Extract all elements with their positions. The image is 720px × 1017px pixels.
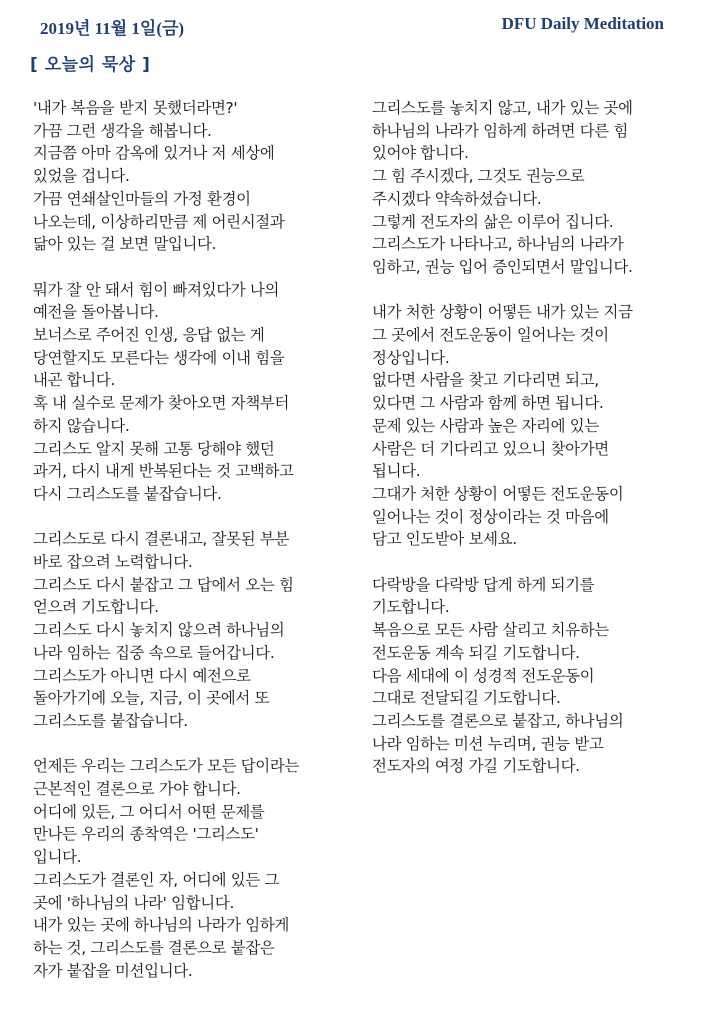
paragraph	[372, 301, 687, 551]
text-line: 그리스도가 결론인 자, 어디에 있든 그	[33, 870, 280, 889]
text-line: 그대로 전달되길 기도합니다.	[372, 689, 561, 708]
section-title: [ 오늘의 묵상 ]	[30, 55, 151, 75]
text-line: 있다면 그 사람과 함께 하면 됩니다.	[372, 394, 604, 413]
text-line: 보너스로 주어진 인생, 응답 없는 게	[33, 326, 265, 345]
text-line: 정상입니다.	[372, 348, 450, 367]
text-line: 곳에 '하나님의 나라' 임합니다.	[33, 893, 235, 912]
text-line: 닮아 있는 걸 보면 말입니다.	[33, 235, 217, 254]
text-line: 그 곳에서 전도운동이 일어나는 것이	[372, 326, 609, 345]
text-line: 나라 임하는 미션 누리며, 권능 받고	[372, 734, 604, 753]
text-line: 주시겠다 약속하셨습니다.	[372, 189, 542, 208]
paragraph	[372, 97, 687, 279]
text-line: 하는 것, 그리스도를 결론으로 붙잡은	[33, 938, 275, 957]
text-line: 있어야 합니다.	[372, 144, 469, 163]
text-line: 그대가 처한 상황이 어떻든 전도운동이	[372, 484, 624, 503]
text-line: 하지 않습니다.	[33, 416, 130, 435]
text-line: 다음 세대에 이 성경적 전도운동이	[372, 666, 595, 685]
text-line: 만나든 우리의 종착역은 '그리스도'	[33, 825, 259, 844]
text-line: 그리스도 다시 붙잡고 그 답에서 오는 힘	[33, 575, 294, 594]
text-line: 내가 있는 곳에 하나님의 나라가 임하게	[33, 916, 290, 935]
text-line: 전도자의 여정 가길 기도합니다.	[372, 757, 580, 776]
paragraph	[372, 574, 687, 778]
text-line: 돌아가기에 오늘, 지금, 이 곳에서 또	[33, 689, 270, 708]
text-line: 임하고, 권능 입어 증인되면서 말입니다.	[372, 257, 633, 276]
text-line: 바로 잡으려 노력합니다.	[33, 553, 193, 572]
text-line: 지금쯤 아마 감옥에 있거나 저 세상에	[33, 144, 275, 163]
text-line: 있었을 겁니다.	[33, 167, 130, 186]
text-line: 당연할지도 모른다는 생각에 이내 힘을	[33, 348, 285, 367]
paragraph	[33, 97, 348, 256]
text-line: 입니다.	[33, 848, 82, 867]
text-line: 혹 내 실수로 문제가 찾아오면 자책부터	[33, 394, 290, 413]
text-line: 전도운동 계속 되길 기도합니다.	[372, 643, 580, 662]
text-line: 내곤 합니다.	[33, 371, 116, 390]
text-line: 그리스도가 아니면 다시 예전으로	[33, 666, 251, 685]
text-line: 그리스도를 결론으로 붙잡고, 하나님의	[372, 711, 624, 730]
paragraph	[33, 755, 348, 982]
text-line: 됩니다.	[372, 462, 421, 481]
text-line: 그리스도가 나타나고, 하나님의 나라가	[372, 235, 624, 254]
text-line: '내가 복음을 받지 못했더라면?'	[33, 99, 238, 117]
text-line: 뭐가 잘 안 돼서 힘이 빠져있다가 나의	[33, 280, 280, 299]
text-line: 문제 있는 사람과 높은 자리에 있는	[372, 416, 599, 435]
text-line: 가끔 연쇄살인마들의 가정 환경이	[33, 189, 251, 208]
text-line: 기도합니다.	[372, 598, 450, 617]
text-line: 가끔 그런 생각을 해봅니다.	[33, 121, 212, 140]
text-line: 다시 그리스도를 붙잡습니다.	[33, 484, 222, 503]
header-brand: DFU Daily Meditation	[501, 14, 664, 33]
paragraph	[33, 528, 348, 732]
text-line: 그리스도 다시 놓치지 않으려 하나님의	[33, 621, 285, 640]
text-line: 없다면 사람을 찾고 기다리면 되고,	[372, 371, 599, 390]
text-line: 그 힘 주시겠다, 그것도 권능으로	[372, 167, 585, 186]
text-line: 내가 처한 상황이 어떻든 내가 있는 지금	[372, 303, 633, 322]
left-column	[33, 97, 348, 1005]
text-line: 사람은 더 기다리고 있으니 찾아가면	[372, 439, 609, 458]
text-line: 그리스도를 놓치지 않고, 내가 있는 곳에	[372, 99, 633, 117]
text-line: 다락방을 다락방 답게 하게 되기를	[372, 575, 595, 594]
text-line: 어디에 있든, 그 어디서 어떤 문제를	[33, 802, 265, 821]
text-line: 자가 붙잡을 미션입니다.	[33, 961, 193, 980]
text-line: 하나님의 나라가 임하게 하려면 다른 힘	[372, 121, 629, 140]
header-date: 2019년 11월 1일(금)	[40, 19, 185, 38]
text-line: 그리스도로 다시 결론내고, 잘못된 부분	[33, 530, 290, 549]
text-line: 담고 인도받아 보세요.	[372, 530, 517, 549]
text-line: 과거, 다시 내게 반복된다는 것 고백하고	[33, 462, 294, 481]
text-line: 근본적인 결론으로 가야 합니다.	[33, 780, 241, 799]
text-line: 일어나는 것이 정상이라는 것 마음에	[372, 507, 609, 526]
text-line: 얻으려 기도합니다.	[33, 598, 159, 617]
text-line: 나오는데, 이상하리만큼 제 어린시절과	[33, 212, 285, 231]
text-line: 그리스도를 붙잡습니다.	[33, 711, 188, 730]
paragraph	[33, 279, 348, 506]
text-line: 그렇게 전도자의 삶은 이루어 집니다.	[372, 212, 614, 231]
text-line: 나라 임하는 집중 속으로 들어갑니다.	[33, 643, 275, 662]
text-line: 예전을 돌아봅니다.	[33, 303, 159, 322]
text-line: 그리스도 알지 못해 고통 당해야 했던	[33, 439, 275, 458]
right-column	[372, 97, 687, 801]
text-line: 언제든 우리는 그리스도가 모든 답이라는	[33, 757, 300, 776]
text-line: 복음으로 모든 사람 살리고 치유하는	[372, 621, 609, 640]
